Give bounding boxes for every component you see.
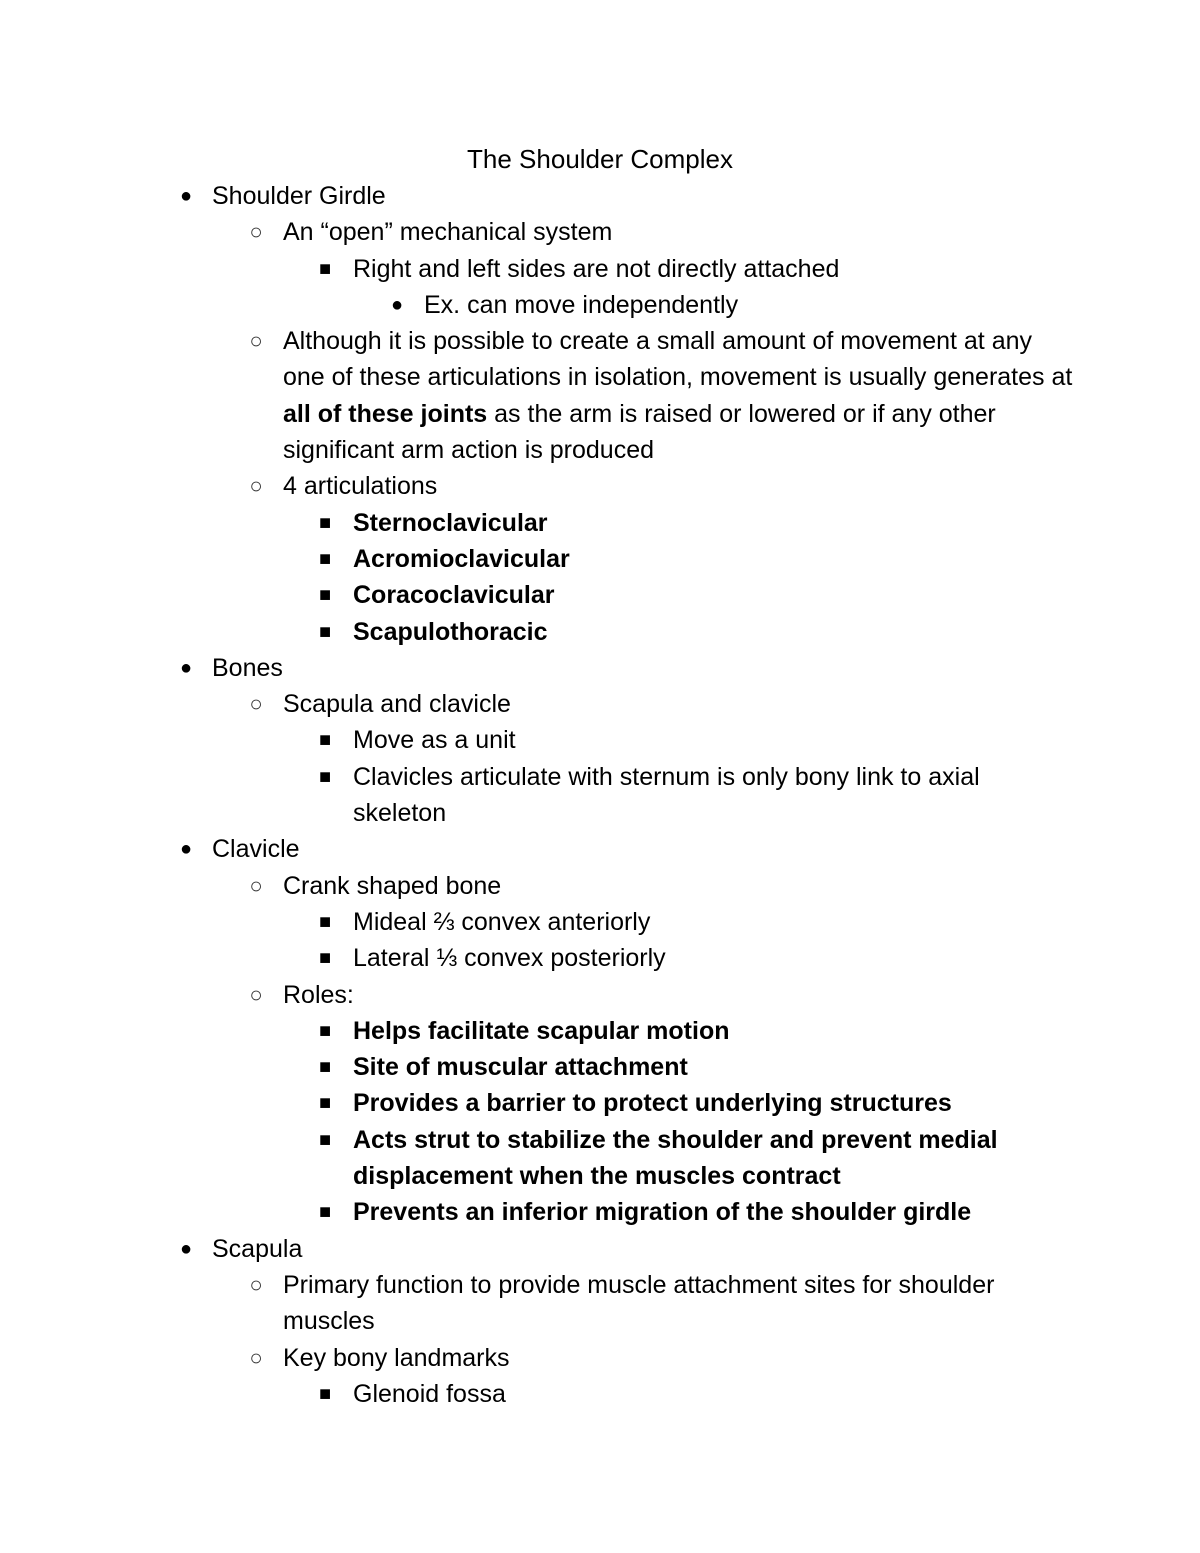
outline-item-level-2 (0, 214, 1073, 250)
outline-item-level-1 (0, 831, 1072, 867)
bullet-marker-icon: ■ (318, 257, 332, 280)
outline-item-text (353, 944, 666, 972)
bullet-marker-icon: ■ (318, 765, 332, 788)
item-text: Glenoid fossa (353, 1379, 506, 1408)
item-text-bold: Site of muscular attachment (353, 1053, 688, 1082)
outline-item-text (353, 545, 570, 573)
bullet-marker-icon: ■ (318, 729, 332, 752)
outline-item-level-3 (0, 1085, 1073, 1121)
outline-item-level-3 (0, 541, 1073, 577)
outline-item-level-3 (0, 1122, 1073, 1195)
item-text: Lateral ⅓ convex posteriorly (353, 944, 666, 973)
bullet-marker-icon: ● (179, 656, 193, 679)
outline-item-level-2 (0, 468, 1073, 504)
outline-item-text (353, 255, 839, 283)
item-text-bold: Helps facilitate scapular motion (353, 1016, 730, 1045)
outline-item-text (353, 1198, 971, 1226)
outline-item-level-3 (0, 577, 1073, 613)
outline-item-text (283, 218, 612, 246)
outline-item-level-2 (0, 323, 1073, 468)
item-text: Clavicles articulate with sternum is only bony link to axial skeleton (353, 762, 980, 828)
outline-item-text (212, 182, 386, 210)
bullet-marker-icon: ■ (318, 511, 332, 534)
item-text-bold: Acromioclavicular (353, 544, 570, 573)
outline-item-text (353, 1053, 688, 1081)
outline-item-level-3 (0, 1013, 1073, 1049)
outline-item-level-2 (0, 1340, 1073, 1376)
bullet-marker-icon: ■ (318, 620, 332, 643)
outline-item-text (283, 327, 1072, 464)
bullet-marker-icon: ■ (318, 1201, 332, 1224)
outline-item-level-2 (0, 977, 1073, 1013)
outline-item-level-1 (0, 650, 1072, 686)
page-title: The Shoulder Complex (467, 144, 733, 174)
outline-item-text (283, 981, 354, 1009)
outline-item-level-3 (0, 722, 1073, 758)
item-text: Right and left sides are not directly attached (353, 254, 840, 283)
item-text-post: as the arm is raised or lowered or if any other significant arm action is produced (283, 399, 996, 465)
outline-item-text (212, 835, 300, 863)
item-text: Primary function to provide muscle attachment sites for shoulder muscles (283, 1270, 995, 1336)
outline-item-text (212, 654, 283, 682)
item-text: Key bony landmarks (283, 1343, 510, 1372)
bullet-marker-icon: ○ (249, 1344, 263, 1370)
bullet-marker-icon: ■ (318, 1382, 332, 1405)
bullet-marker-icon: ○ (249, 872, 263, 898)
outline-item-text (353, 908, 650, 936)
item-text: Scapula (212, 1234, 303, 1263)
outline-item-text (353, 1089, 952, 1117)
outline-item-text (212, 1235, 302, 1263)
outline-item-text (353, 618, 548, 646)
item-text-bold: all of these joints (283, 399, 488, 428)
bullet-marker-icon: ■ (318, 1056, 332, 1079)
item-text-bold: Scapulothoracic (353, 617, 548, 646)
item-text: Ex. can move independently (424, 290, 739, 319)
bullet-marker-icon: ● (179, 838, 193, 861)
item-text: Scapula and clavicle (283, 690, 511, 719)
outline-item-level-3 (0, 1194, 1073, 1230)
outline-item-text (283, 872, 501, 900)
outline-item-text (353, 1380, 506, 1408)
item-text-bold: Acts strut to stabilize the shoulder and prevent medial displacement when the muscles contract (353, 1125, 998, 1191)
item-text-bold: Coracoclavicular (353, 581, 555, 610)
bullet-marker-icon: ○ (249, 981, 263, 1007)
outline-item-text (353, 1017, 730, 1045)
outline-item-level-4 (0, 287, 1074, 323)
outline-item-text (353, 509, 548, 537)
item-text: An “open” mechanical system (283, 218, 613, 247)
item-text: Bones (212, 653, 283, 682)
item-text: 4 articulations (283, 472, 438, 501)
outline-item-text (283, 472, 437, 500)
outline-item-level-3 (0, 1049, 1073, 1085)
bullet-marker-icon: ● (390, 293, 404, 316)
outline-item-level-2 (0, 868, 1073, 904)
item-text: Move as a unit (353, 726, 516, 755)
item-text: Shoulder Girdle (212, 182, 386, 210)
outline-item-text (353, 763, 980, 827)
outline-item-level-2 (0, 686, 1073, 722)
bullet-marker-icon: ■ (318, 910, 332, 933)
item-text-bold: Sternoclavicular (353, 508, 548, 537)
outline-item-level-3 (0, 759, 1073, 832)
bullet-marker-icon: ○ (249, 1271, 263, 1297)
bullet-marker-icon: ■ (318, 1092, 332, 1115)
bullet-marker-icon: ■ (318, 1128, 332, 1151)
outline-item-level-2 (0, 1267, 1073, 1340)
outline-item-text (283, 1344, 510, 1372)
item-text-pre: Although it is possible to create a small amount of movement at any one of these articulations in isolation, movement is usually generates at (283, 327, 1073, 392)
item-text: Mideal ⅔ convex anteriorly (353, 907, 651, 936)
outline-item-text (353, 581, 555, 609)
item-text: Clavicle (212, 835, 300, 864)
bullet-marker-icon: ● (179, 185, 193, 207)
item-text-bold: Provides a barrier to protect underlying structures (353, 1089, 952, 1118)
outline-item-text (283, 1271, 994, 1335)
outline-item-level-3 (0, 940, 1073, 976)
bullet-marker-icon: ■ (318, 584, 332, 607)
bullet-outline (0, 178, 1200, 1412)
bullet-marker-icon: ■ (318, 947, 332, 970)
bullet-marker-icon: ○ (249, 473, 263, 499)
outline-item-level-3 (0, 251, 1073, 287)
bullet-marker-icon: ■ (318, 547, 332, 570)
item-text: Roles: (283, 980, 354, 1009)
outline-item-level-3 (0, 904, 1073, 940)
bullet-marker-icon: ○ (249, 328, 263, 354)
outline-item-level-1 (0, 178, 1072, 214)
bullet-marker-icon: ■ (318, 1019, 332, 1042)
outline-item-level-3 (0, 1376, 1073, 1412)
outline-item-level-3 (0, 614, 1073, 650)
outline-item-text (353, 726, 516, 754)
outline-item-level-3 (0, 505, 1073, 541)
bullet-marker-icon: ○ (249, 691, 263, 717)
bullet-marker-icon: ○ (249, 219, 263, 245)
bullet-marker-icon: ● (179, 1237, 193, 1260)
outline-item-text (353, 1126, 998, 1190)
item-text-bold: Prevents an inferior migration of the shoulder girdle (353, 1198, 972, 1227)
item-text: Crank shaped bone (283, 871, 502, 900)
outline-item-text (283, 690, 511, 718)
outline-item-text (424, 291, 738, 319)
outline-item-level-1 (0, 1231, 1072, 1267)
